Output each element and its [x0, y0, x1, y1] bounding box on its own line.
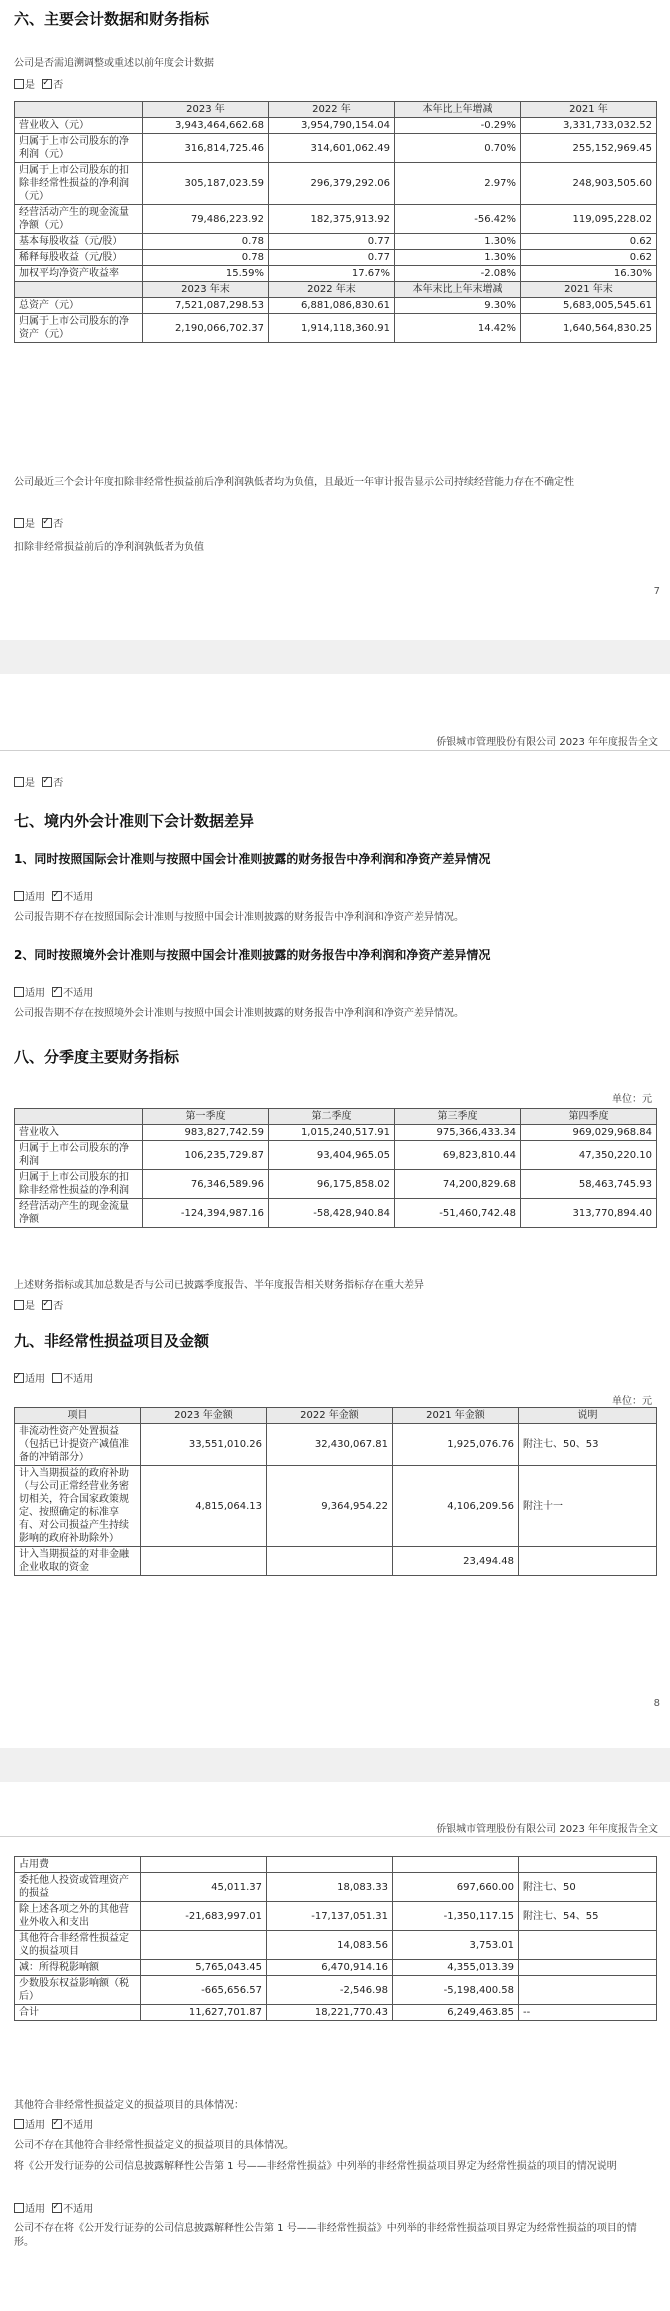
cell-value: 1,925,076.76 — [393, 1424, 519, 1466]
row-label — [15, 1109, 143, 1125]
cell-value: 2023 年末 — [143, 282, 269, 298]
cell-value: -17,137,051.31 — [267, 1902, 393, 1931]
cell-value: 6,249,463.85 — [393, 2005, 519, 2021]
row-label: 合计 — [15, 2005, 141, 2021]
cell-value: 313,770,894.40 — [521, 1199, 657, 1228]
unit-label-2: 单位：元 — [612, 1396, 652, 1407]
cell-value: 0.70% — [395, 134, 521, 163]
cell-value — [267, 1547, 393, 1576]
cell-value: 2023 年金额 — [141, 1408, 267, 1424]
row-label: 项目 — [15, 1408, 141, 1424]
row-label: 经营活动产生的现金流量净额 — [15, 1199, 143, 1228]
cell-value: 3,753.01 — [393, 1931, 519, 1960]
cell-value: 93,404,965.05 — [269, 1141, 395, 1170]
options-top: 是 ✓ 否 — [14, 774, 63, 789]
sub2-text: 公司报告期不存在按照境外会计准则与按照中国会计准则披露的财务报告中净利润和净资产差异情况。 — [14, 1008, 464, 1019]
key-financial-table — [14, 101, 657, 343]
table-row — [15, 1170, 657, 1199]
table-row — [15, 134, 657, 163]
cell-value: 305,187,023.59 — [143, 163, 269, 205]
table-header — [15, 282, 657, 298]
row-label: 归属于上市公司股东的扣除非经常性损益的净利润（元） — [15, 163, 143, 205]
table-header — [15, 102, 657, 118]
row-label: 计入当期损益的对非金融企业收取的资金 — [15, 1547, 141, 1576]
cell-value: 2.97% — [395, 163, 521, 205]
table-row — [15, 298, 657, 314]
checkbox-na-checked[interactable] — [52, 2119, 62, 2129]
cell-value: 本年比上年增减 — [395, 102, 521, 118]
row-label: 归属于上市公司股东的净资产（元） — [15, 314, 143, 343]
row-label — [15, 282, 143, 298]
define-text: 公司不存在将《公开发行证券的公司信息披露解释性公告第 1 号——非经常性损益》中列举的非经常性损益项目界定为经常性损益的项目的情形。 — [14, 2223, 637, 2248]
cell-value — [141, 1857, 267, 1873]
header-rule-3 — [0, 1836, 670, 1837]
row-label — [15, 102, 143, 118]
cell-value: -5,198,400.58 — [393, 1976, 519, 2005]
cell-value: 47,350,220.10 — [521, 1141, 657, 1170]
row-label: 总资产（元） — [15, 298, 143, 314]
cell-value: 975,366,433.34 — [395, 1125, 521, 1141]
cell-value: 9,364,954.22 — [267, 1466, 393, 1547]
section-6-title: 六、主要会计数据和财务指标 — [14, 10, 210, 28]
other-items-title: 其他符合非经常性损益定义的损益项目的具体情况： — [14, 2100, 244, 2111]
checkbox-na-checked[interactable] — [52, 2203, 62, 2213]
section-7-title: 七、境内外会计准则下会计数据差异 — [14, 812, 255, 830]
cell-value: 11,627,701.87 — [141, 2005, 267, 2021]
cell-value: -56.42% — [395, 205, 521, 234]
table-row — [15, 1960, 657, 1976]
cell-value: 第三季度 — [395, 1109, 521, 1125]
cell-value: 第一季度 — [143, 1109, 269, 1125]
row-label: 基本每股收益（元/股） — [15, 234, 143, 250]
table-row — [15, 1547, 657, 1576]
cell-value: 248,903,505.60 — [521, 163, 657, 205]
cell-value: 96,175,858.02 — [269, 1170, 395, 1199]
cell-value: 5,765,043.45 — [141, 1960, 267, 1976]
checkbox-na-checked[interactable] — [52, 987, 62, 997]
cell-value: 79,486,223.92 — [143, 205, 269, 234]
table-row — [15, 1466, 657, 1547]
sub1-options: 适用 ✓ 不适用 — [14, 888, 93, 903]
table-row — [15, 118, 657, 134]
cell-value: 983,827,742.59 — [143, 1125, 269, 1141]
cell-value: 45,011.37 — [141, 1873, 267, 1902]
cell-value: 7,521,087,298.53 — [143, 298, 269, 314]
note-going-concern: 公司最近三个会计年度扣除非经常性损益前后净利润孰低者均为负值，且最近一年审计报告显示公司持续经营能力存在不确定性 — [14, 477, 574, 488]
header-rule — [0, 750, 670, 751]
row-label: 非流动性资产处置损益（包括已计提资产减值准备的冲销部分） — [15, 1424, 141, 1466]
cell-value: 0.77 — [269, 250, 395, 266]
table-row — [15, 1902, 657, 1931]
cell-value: 3,943,464,662.68 — [143, 118, 269, 134]
cell-value: 2021 年 — [521, 102, 657, 118]
table-row — [15, 163, 657, 205]
checkbox-yes[interactable] — [14, 777, 24, 787]
cell-value: 16.30% — [521, 266, 657, 282]
cell-value: 附注七、54、55 — [519, 1902, 657, 1931]
sub2-options: 适用 ✓ 不适用 — [14, 984, 93, 999]
page-gap — [0, 640, 670, 674]
cell-value: 4,106,209.56 — [393, 1466, 519, 1547]
cell-value: 76,346,589.96 — [143, 1170, 269, 1199]
cell-value: 附注七、50、53 — [519, 1424, 657, 1466]
checkbox-apply[interactable] — [14, 2203, 24, 2213]
cell-value: 15.59% — [143, 266, 269, 282]
cell-value: 14,083.56 — [267, 1931, 393, 1960]
cell-value: 附注十一 — [519, 1466, 657, 1547]
cell-value: 316,814,725.46 — [143, 134, 269, 163]
checkbox-yes[interactable] — [14, 79, 24, 89]
cell-value: 69,823,810.44 — [395, 1141, 521, 1170]
non-recurring-table — [14, 1407, 657, 1576]
cell-value: 697,660.00 — [393, 1873, 519, 1902]
cell-value: 2,190,066,702.37 — [143, 314, 269, 343]
table-row — [15, 314, 657, 343]
page-number: 7 — [653, 586, 660, 597]
row-label: 归属于上市公司股东的净利润（元） — [15, 134, 143, 163]
checkbox-no-checked[interactable] — [42, 79, 52, 89]
cell-value: 255,152,969.45 — [521, 134, 657, 163]
table-row — [15, 250, 657, 266]
table-row — [15, 1199, 657, 1228]
table-row — [15, 1125, 657, 1141]
cell-value: 2022 年金额 — [267, 1408, 393, 1424]
checkbox-na[interactable] — [52, 1373, 62, 1383]
table-row — [15, 1976, 657, 2005]
unit-label: 单位：元 — [612, 1094, 652, 1105]
table-row — [15, 1141, 657, 1170]
row-label: 除上述各项之外的其他营业外收入和支出 — [15, 1902, 141, 1931]
section9-options: ✓适用 不适用 — [14, 1370, 93, 1385]
row-label: 加权平均净资产收益率 — [15, 266, 143, 282]
cell-value: -58,428,940.84 — [269, 1199, 395, 1228]
cell-value: 74,200,829.68 — [395, 1170, 521, 1199]
table-row — [15, 2005, 657, 2021]
cell-value: 0.78 — [143, 250, 269, 266]
cell-value: 58,463,745.93 — [521, 1170, 657, 1199]
table-row — [15, 1857, 657, 1873]
row-label: 减：所得税影响额 — [15, 1960, 141, 1976]
cell-value — [519, 1547, 657, 1576]
cell-value: 33,551,010.26 — [141, 1424, 267, 1466]
cell-value: 3,331,733,032.52 — [521, 118, 657, 134]
cell-value — [519, 1931, 657, 1960]
cell-value: 0.78 — [143, 234, 269, 250]
cell-value: 第四季度 — [521, 1109, 657, 1125]
checkbox-yes[interactable] — [14, 1300, 24, 1310]
retro-question: 公司是否需追溯调整或重述以前年度会计数据 — [14, 58, 214, 69]
cell-value: 4,815,064.13 — [141, 1466, 267, 1547]
quarter-options: 是 ✓ 否 — [14, 1297, 63, 1312]
cell-value: 6,470,914.16 — [267, 1960, 393, 1976]
cell-value: 18,221,770.43 — [267, 2005, 393, 2021]
quarterly-table — [14, 1108, 657, 1228]
row-label: 营业收入 — [15, 1125, 143, 1141]
cell-value: 2021 年金额 — [393, 1408, 519, 1424]
cell-value: 附注七、50 — [519, 1873, 657, 1902]
cell-value — [141, 1931, 267, 1960]
cell-value — [519, 1960, 657, 1976]
cell-value: 314,601,062.49 — [269, 134, 395, 163]
page-header-3: 侨银城市管理股份有限公司 2023 年年度报告全文 — [436, 1824, 658, 1835]
sub1-text: 公司报告期不存在按照国际会计准则与按照中国会计准则披露的财务报告中净利润和净资产差异情况。 — [14, 912, 464, 923]
subsection-1: 1、同时按照国际会计准则与按照中国会计准则披露的财务报告中净利润和净资产差异情况 — [14, 852, 491, 866]
cell-value: 第二季度 — [269, 1109, 395, 1125]
cell-value: 32,430,067.81 — [267, 1424, 393, 1466]
cell-value: 说明 — [519, 1408, 657, 1424]
table-row — [15, 205, 657, 234]
cell-value: 296,379,292.06 — [269, 163, 395, 205]
checkbox-no-checked[interactable] — [42, 777, 52, 787]
note-negative: 扣除非经常损益前后的净利润孰低者为负值 — [14, 542, 204, 553]
row-label: 委托他人投资或管理资产的损益 — [15, 1873, 141, 1902]
row-label: 其他符合非经常性损益定义的损益项目 — [15, 1931, 141, 1960]
cell-value: 2022 年末 — [269, 282, 395, 298]
section-9-title: 九、非经常性损益项目及金额 — [14, 1332, 210, 1350]
cell-value: -2.08% — [395, 266, 521, 282]
cell-value: -0.29% — [395, 118, 521, 134]
cell-value: 0.62 — [521, 234, 657, 250]
cell-value: 106,235,729.87 — [143, 1141, 269, 1170]
cell-value: 0.77 — [269, 234, 395, 250]
table-row — [15, 266, 657, 282]
subsection-2: 2、同时按照境外会计准则与按照中国会计准则披露的财务报告中净利润和净资产差异情况 — [14, 948, 491, 962]
define-title: 将《公开发行证券的公司信息披露解释性公告第 1 号——非经常性损益》中列举的非经常性损益项目界定为经常性损益的项目的情况说明 — [14, 2161, 617, 2172]
cell-value: 2023 年 — [143, 102, 269, 118]
cell-value: 6,881,086,830.61 — [269, 298, 395, 314]
note1-options: 是 ✓ 否 — [14, 515, 63, 530]
cell-value: 9.30% — [395, 298, 521, 314]
cell-value: 4,355,013.39 — [393, 1960, 519, 1976]
other-items-text: 公司不存在其他符合非经常性损益定义的损益项目的具体情况。 — [14, 2140, 294, 2151]
cell-value: 2022 年 — [269, 102, 395, 118]
checkbox-yes[interactable] — [14, 518, 24, 528]
cell-value: 119,095,228.02 — [521, 205, 657, 234]
checkbox-na-checked[interactable] — [52, 891, 62, 901]
row-label: 归属于上市公司股东的扣除非经常性损益的净利润 — [15, 1170, 143, 1199]
cell-value — [267, 1857, 393, 1873]
cell-value: 18,083.33 — [267, 1873, 393, 1902]
row-label: 归属于上市公司股东的净利润 — [15, 1141, 143, 1170]
cell-value: 2021 年末 — [521, 282, 657, 298]
define-options: 适用 ✓ 不适用 — [14, 2200, 93, 2215]
cell-value: 14.42% — [395, 314, 521, 343]
quarter-note: 上述财务指标或其加总数是否与公司已披露季度报告、半年度报告相关财务指标存在重大差异 — [14, 1280, 424, 1291]
retro-options: 是 ✓ 否 — [14, 76, 63, 91]
cell-value: -665,656.57 — [141, 1976, 267, 2005]
cell-value: 5,683,005,545.61 — [521, 298, 657, 314]
checkbox-apply[interactable] — [14, 891, 24, 901]
section-8-title: 八、分季度主要财务指标 — [14, 1048, 180, 1066]
table-row — [15, 1931, 657, 1960]
checkbox-apply[interactable] — [14, 2119, 24, 2129]
row-label: 少数股东权益影响额（税后） — [15, 1976, 141, 2005]
cell-value: 17.67% — [269, 266, 395, 282]
page-gap-2 — [0, 1748, 670, 1782]
cell-value: 1.30% — [395, 234, 521, 250]
table-row — [15, 1424, 657, 1466]
page-header: 侨银城市管理股份有限公司 2023 年年度报告全文 — [436, 737, 658, 748]
row-label: 营业收入（元） — [15, 118, 143, 134]
checkbox-no-checked[interactable] — [42, 518, 52, 528]
non-recurring-table-cont — [14, 1856, 657, 2021]
cell-value — [393, 1857, 519, 1873]
page-number-8: 8 — [653, 1698, 660, 1709]
table-header — [15, 1109, 657, 1125]
cell-value: -124,394,987.16 — [143, 1199, 269, 1228]
cell-value: 1.30% — [395, 250, 521, 266]
row-label: 稀释每股收益（元/股） — [15, 250, 143, 266]
cell-value: 3,954,790,154.04 — [269, 118, 395, 134]
checkbox-apply[interactable] — [14, 987, 24, 997]
row-label: 计入当期损益的政府补助（与公司正常经营业务密切相关，符合国家政策规定、按照确定的标准享有、对公司损益产生持续影响的政府补助除外） — [15, 1466, 141, 1547]
cell-value: 182,375,913.92 — [269, 205, 395, 234]
cell-value: 1,015,240,517.91 — [269, 1125, 395, 1141]
cell-value — [519, 1976, 657, 2005]
checkbox-apply-checked[interactable] — [14, 1373, 24, 1383]
cell-value — [519, 1857, 657, 1873]
table-header — [15, 1408, 657, 1424]
cell-value: -21,683,997.01 — [141, 1902, 267, 1931]
cell-value: 1,640,564,830.25 — [521, 314, 657, 343]
checkbox-no-checked[interactable] — [42, 1300, 52, 1310]
table-row — [15, 234, 657, 250]
cell-value: 969,029,968.84 — [521, 1125, 657, 1141]
cell-value: 23,494.48 — [393, 1547, 519, 1576]
cell-value: -51,460,742.48 — [395, 1199, 521, 1228]
table-row — [15, 1873, 657, 1902]
cell-value: -- — [519, 2005, 657, 2021]
cell-value — [141, 1547, 267, 1576]
other-items-options: 适用 ✓ 不适用 — [14, 2116, 93, 2131]
cell-value: -1,350,117.15 — [393, 1902, 519, 1931]
cell-value: 1,914,118,360.91 — [269, 314, 395, 343]
cell-value: 本年末比上年末增减 — [395, 282, 521, 298]
row-label: 占用费 — [15, 1857, 141, 1873]
row-label: 经营活动产生的现金流量净额（元） — [15, 205, 143, 234]
cell-value: -2,546.98 — [267, 1976, 393, 2005]
cell-value: 0.62 — [521, 250, 657, 266]
